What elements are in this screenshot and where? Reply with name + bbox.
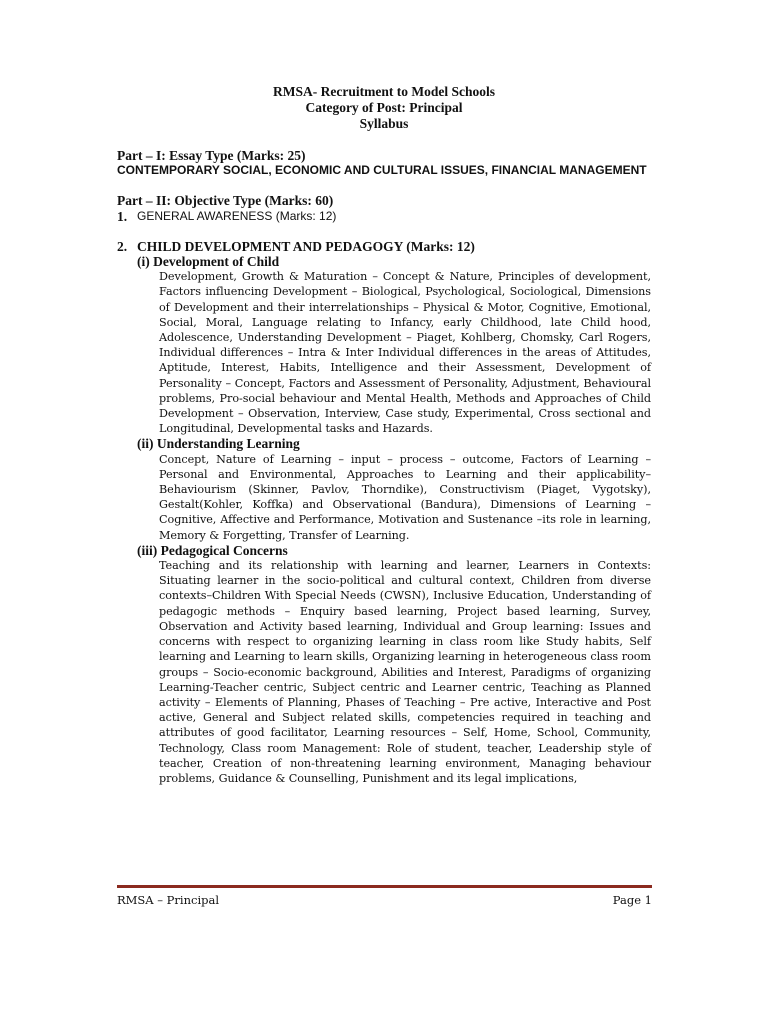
heading-line-3: Syllabus	[359, 116, 409, 131]
footer-title: RMSA – Principal	[117, 893, 220, 907]
item-label: CHILD DEVELOPMENT AND PEDAGOGY (Marks: 12)	[137, 238, 475, 254]
part-2-title: Part – II: Objective Type (Marks: 60)	[117, 193, 334, 209]
subsection-understanding-learning	[137, 436, 651, 542]
general-awareness-item	[117, 209, 651, 224]
item-label: GENERAL AWARENESS (Marks: 12)	[137, 208, 337, 223]
document-body	[117, 148, 651, 786]
subsection-title: (iii) Pedagogical Concerns	[137, 542, 288, 558]
subsection-title: (i) Development of Child	[137, 254, 280, 270]
subsection-development-of-child	[137, 254, 651, 436]
page-number: Page 1	[612, 893, 652, 907]
item-number: 2.	[117, 238, 128, 254]
part-1-title: Part – I: Essay Type (Marks: 25)	[117, 148, 306, 163]
heading-line-2: Category of Post: Principal	[305, 100, 463, 115]
part-1-subtitle: CONTEMPORARY SOCIAL, ECONOMIC AND CULTURAL ISSUES, FINANCIAL MANAGEMENT	[117, 163, 647, 178]
document-heading	[0, 84, 768, 132]
subsection-text: Concept, Nature of Learning – input – process – outcome, Factors of Learning – Personal and Environmental, Approaches to Learning and their applicability–Behaviourism (Skinner, Pavlov, Thorndike), Constructivism (Piaget, Vygotsky), Gestalt(Kohler, Koffka) and Observational (Bandura), Dimensions of Learning – Cognitive, Affective and Performance, Motivation and Sustenance –its role in learning, Memory & Forgetting, Transfer of Learning.	[159, 452, 651, 542]
footer-rule	[117, 885, 652, 888]
item-number: 1.	[117, 208, 128, 224]
subsection-pedagogical-concerns	[137, 543, 651, 786]
child-development-item	[117, 239, 651, 254]
subsection-text: Teaching and its relationship with learning and learner, Learners in Contexts: Situating learner in the socio-political and cultural context, Children from diverse contexts–Children With Special Needs (CWSN), Inclusive Education, Understanding of pedagogic methods – Enquiry based learning, Project based learning, Survey, Observation and Activity based learning, Individual and Group learning: Issues and concerns with respect to organizing learning in class room like Study habits, Self learning and Learning to learn skills, Organizing learning in heterogeneous class room groups – Socio-economic background, Abilities and Interest, Paradigms of organizing Learning-Teacher centric, Subject centric and Learner centric, Teaching as Planned activity – Elements of Planning, Phases of Teaching – Pre active, Interactive and Post active, General and Subject related skills, competencies required in teaching and attributes of good facilitator, Learning resources – Self, Home, School, Community, Technology, Class room Management: Role of student, teacher, Leadership style of teacher, Creation of non-threatening learning environment, Managing behaviour problems, Guidance & Counselling, Punishment and its legal implications,	[159, 559, 651, 785]
subsection-title: (ii) Understanding Learning	[137, 436, 300, 452]
heading-line-1: RMSA- Recruitment to Model Schools	[273, 84, 495, 99]
subsection-text: Development, Growth & Maturation – Concept & Nature, Principles of development, Factors influencing Development – Biological, Psychological, Sociological, Dimensions of Development and their interrelationships – Physical & Motor, Cognitive, Emotional, Social, Moral, Language relating to Infancy, early Childhood, late Child hood, Adolescence, Understanding Development – Piaget, Kohlberg, Chomsky, Carl Rogers, Individual differences – Intra & Inter Individual differences in the areas of Attitudes, Aptitude, Interest, Habits, Intelligence and their Assessment, Development of Personality – Concept, Factors and Assessment of Personality, Adjustment, Behavioural problems, Pro-social behaviour and Mental Health, Methods and Approaches of Child Development – Observation, Interview, Case study, Experimental, Cross sectional and Longitudinal, Developmental tasks and Hazards.	[159, 270, 651, 436]
